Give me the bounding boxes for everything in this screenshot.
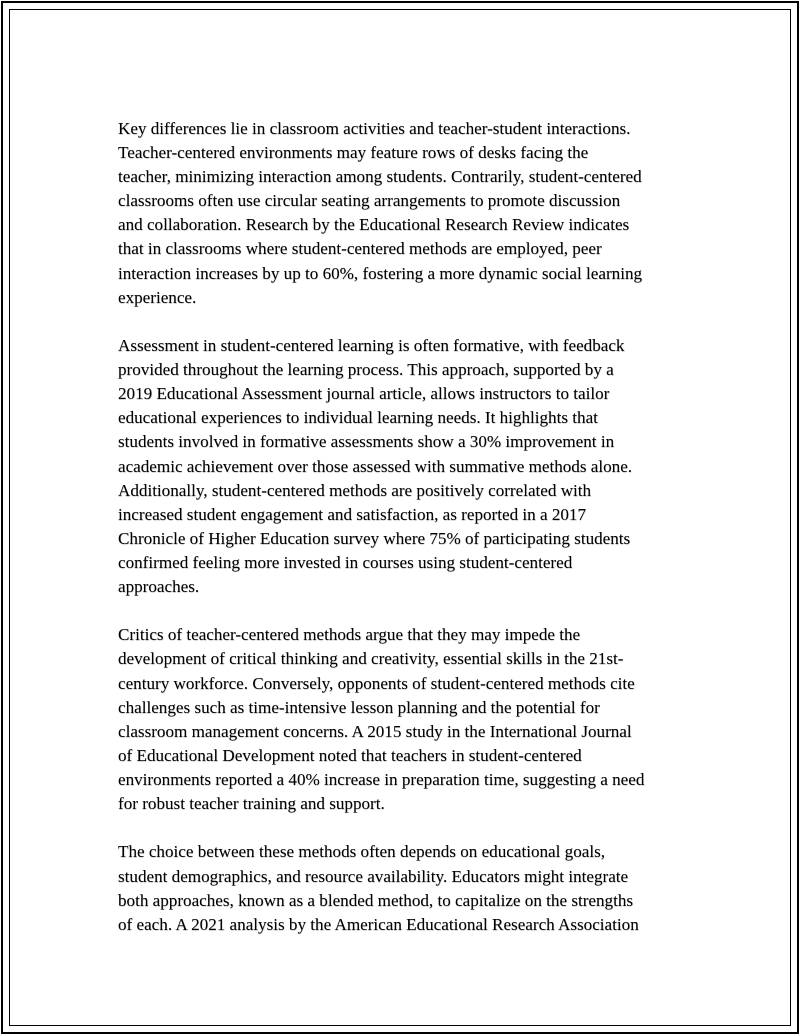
paragraph-choice-between-methods: The choice between these methods often depends on educational goals, student demographics, and resource availability. Educators might integrate both approaches, known as a blended method, to capitalize on the strengths of each. A 2021 analysis by the American Educational Research Association	[118, 842, 639, 934]
paragraph-critics: Critics of teacher-centered methods argue that they may impede the development of critical thinking and creativity, essential skills in the 21st- century workforce. Conversely, opponents of student-centered methods cite challenges such as time-intensive lesson planning and the potential for classroom management concerns. A 2015 study in the International Journal of Educational Development noted that teachers in student-centered environments reported a 40% increase in preparation time, suggesting a need for robust teacher training and support.	[118, 625, 645, 814]
paragraph-classroom-interactions: Key differences lie in classroom activities and teacher-student interactions. Teacher-centered environments may feature rows of desks facing the teacher, minimizing interaction among students. Contrarily, student-centered classrooms often use circular seating arrangements to promote discussion and collaboration. Research by the Educational Research Review indicates that in classrooms where student-centered methods are employed, peer interaction increases by up to 60%, fostering a more dynamic social learning experience.	[118, 119, 643, 307]
document-body	[118, 117, 693, 961]
paragraph-assessment: Assessment in student-centered learning is often formative, with feedback provided throughout the learning process. This approach, supported by a 2019 Educational Assessment journal article, allows instructors to tailor educational experiences to individual learning needs. It highlights that students involved in formative assessments show a 30% improvement in academic achievement over those assessed with summative methods alone. Additionally, student-centered methods are positively correlated with increased student engagement and satisfaction, as reported in a 2017 Chronicle of Higher Education survey where 75% of participating students confirmed feeling more invested in courses using student-centered approaches.	[118, 336, 633, 596]
